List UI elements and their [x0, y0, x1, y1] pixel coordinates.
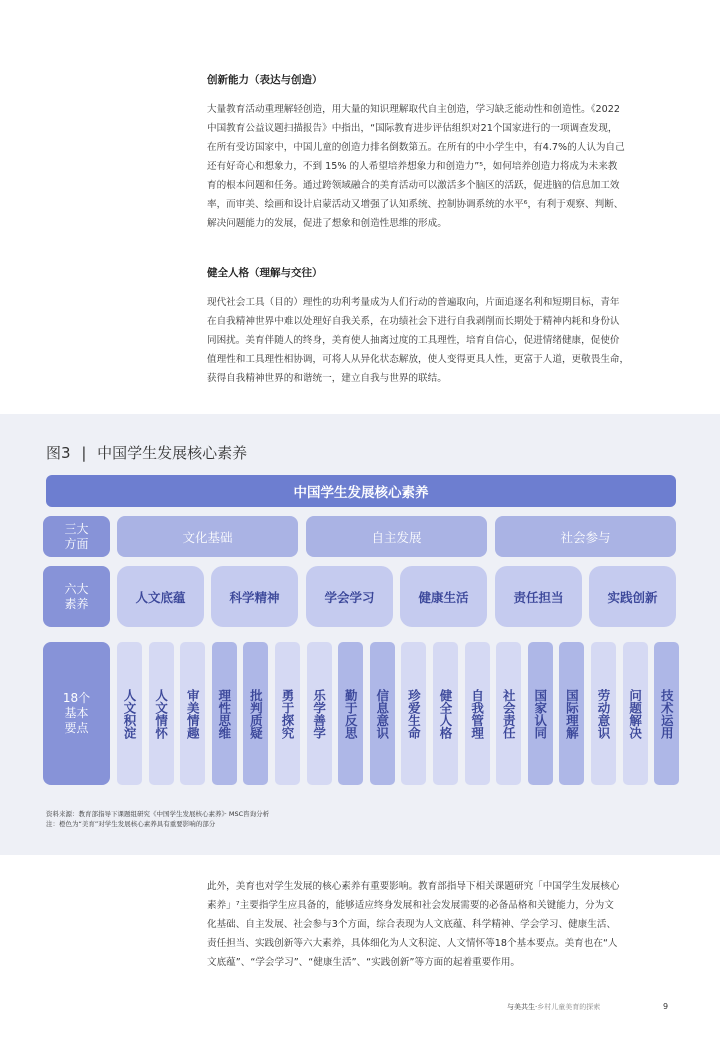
- figure-separator: |: [81, 444, 87, 462]
- figure-source: 资料来源：教育部指导下课题组研究《中国学生发展核心素养》· MSC咨询分析: [46, 810, 270, 818]
- basic-point: 健全人格: [433, 642, 458, 785]
- line: 大量教育活动重理解轻创造，用大量的知识理解取代自主创造，学习缺乏能动性和创造性。《2022: [207, 104, 620, 115]
- basic-point: 问题解决: [623, 642, 648, 785]
- literacy-science: 科学精神: [211, 566, 298, 627]
- section-heading: 健全人格（理解与交往）: [207, 267, 323, 279]
- page-number: 9: [663, 1002, 669, 1011]
- line: 在自我精神世界中难以处理好自我关系，在功绩社会下进行自我剥削而长期处于精神内耗和身份认: [207, 316, 620, 327]
- basic-point: 勤于反思: [338, 642, 363, 785]
- basic-point: 社会责任: [496, 642, 521, 785]
- basic-point: 国家认同: [528, 642, 553, 785]
- basic-point: 批判质疑: [243, 642, 268, 785]
- basic-point: 审美情趣: [180, 642, 205, 785]
- line: 同困扰。美育伴随人的终身，美育使人抽离过度的工具理性，培育自信心，促进情绪健康，促使价: [207, 335, 620, 346]
- aspect-self-development: 自主发展: [306, 516, 487, 557]
- line: 文底蕴”、“学会学习”、“健康生活”、“实践创新”等方面的起着重要作用。: [207, 957, 521, 968]
- line: 责任担当、实践创新等六大素养，具体细化为人文积淀、人文情怀等18个基本要点。美育也在“人: [207, 938, 618, 949]
- line: 中国教育公益议题扫描报告》中指出，“国际教育进步评估组织对21个国家进行的一项调查发现，: [207, 123, 618, 134]
- paragraph: [207, 293, 677, 388]
- footer-brand: 与美共生·: [507, 1003, 538, 1011]
- figure-core-literacy: [0, 414, 720, 855]
- line: 在所有受访国家中，中国儿童的创造力排名倒数第五。在所有的中小学生中，有4.7%的人认为自己: [207, 142, 625, 153]
- line: 化基础、自主发展、社会参与3个方面，综合表现为人文底蕴、科学精神、学会学习、健康生活、: [207, 919, 617, 930]
- basic-point: 勇于探究: [275, 642, 300, 785]
- basic-point: 国际理解: [559, 642, 584, 785]
- footer-subtitle: 乡村儿童美育的探索: [537, 1003, 601, 1011]
- line: 素养」⁷主要指学生应具备的，能够适应终身发展和社会发展需要的必备品格和关键能力，分为文: [207, 900, 614, 911]
- literacy-learning: 学会学习: [306, 566, 393, 627]
- basic-point: 理性思维: [212, 642, 237, 785]
- literacy-practice-innovation: 实践创新: [589, 566, 676, 627]
- line: 现代社会工具（目的）理性的功利考量成为人们行动的普遍取向，片面追逐名利和短期目标，青年: [207, 297, 620, 308]
- line: 率，而审美、绘画和设计启蒙活动又增强了认知系统、控制协调系统的水平⁶，有利于观察、判断、: [207, 199, 624, 210]
- line: 值理性和工具理性相协调，可将人从异化状态解放，使人变得更具人性，更富于人道，更敬畏生命，: [207, 354, 630, 365]
- figure-title: [46, 442, 247, 463]
- basic-point: 人文积淀: [117, 642, 142, 785]
- section-core-literacy-text: [207, 877, 677, 972]
- figure-note: 注：橙色为“美育”对学生发展核心素养具有重要影响的部分: [46, 820, 216, 828]
- basic-point: 劳动意识: [591, 642, 616, 785]
- basic-point: 信息意识: [370, 642, 395, 785]
- figure-title-text: 中国学生发展核心素养: [97, 444, 248, 462]
- figure-banner: 中国学生发展核心素养: [46, 475, 676, 507]
- literacy-humanities: 人文底蕴: [117, 566, 204, 627]
- basic-point: 自我管理: [465, 642, 490, 785]
- line: 还有好奇心和想象力，不到 15% 的人希望培养想象力和创造力”⁵，如何培养创造力将成为未来教: [207, 161, 618, 172]
- aspect-social-participation: 社会参与: [495, 516, 676, 557]
- basic-point: 人文情怀: [149, 642, 174, 785]
- literacy-healthy-life: 健康生活: [400, 566, 487, 627]
- paragraph: [207, 100, 677, 233]
- aspect-cultural-foundation: 文化基础: [117, 516, 298, 557]
- line: 此外，美育也对学生发展的核心素养有重要影响。教育部指导下相关课题研究「中国学生发展核心: [207, 881, 620, 892]
- row-label-six-literacies: 六大 素养: [43, 566, 110, 627]
- figure-number: 图3: [46, 444, 71, 462]
- section-heading: 创新能力（表达与创造）: [207, 74, 323, 86]
- section-personality: [207, 265, 677, 388]
- basic-point: 乐学善学: [307, 642, 332, 785]
- line: 解决问题能力的发展，促进了想象和创造性思维的形成。: [207, 218, 447, 229]
- basic-point: 珍爱生命: [401, 642, 426, 785]
- paragraph: [207, 877, 677, 972]
- line: 获得自我精神世界的和谐统一，建立自我与世界的联结。: [207, 373, 447, 384]
- section-creativity: [207, 72, 677, 233]
- footer: [507, 1002, 600, 1012]
- line: 育的根本问题和任务。通过跨领域融合的美育活动可以激活多个脑区的活跃，促进脑的信息加工效: [207, 180, 620, 191]
- literacy-responsibility: 责任担当: [495, 566, 582, 627]
- row-label-eighteen-points: 18个 基本 要点: [43, 642, 110, 785]
- basic-point: 技术运用: [654, 642, 679, 785]
- row-label-three-aspects: 三大 方面: [43, 516, 110, 557]
